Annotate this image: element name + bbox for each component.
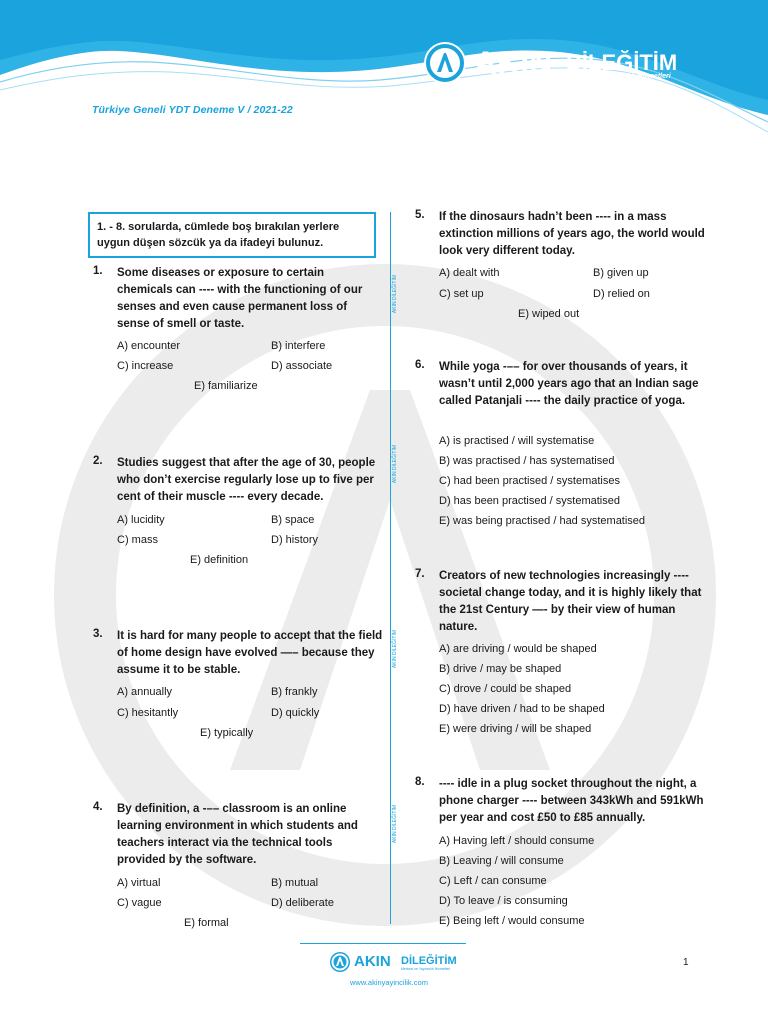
option-b[interactable]: B) was practised / has systematised <box>439 455 615 467</box>
option-a[interactable]: A) dealt with <box>439 267 500 279</box>
question-1 <box>93 265 383 395</box>
question-number: 7. <box>415 568 425 580</box>
footer-divider <box>300 943 466 944</box>
exam-title: Türkiye Geneli YDT Deneme V / 2021-22 <box>92 104 293 116</box>
option-d[interactable]: D) quickly <box>271 707 320 719</box>
option-e[interactable]: E) Being left / would consume <box>439 915 585 927</box>
footer-brand-name: AKIN <box>354 953 391 970</box>
question-text: Studies suggest that after the age of 30, people who don’t exercise regularly lose up to five per cent of their muscle ---- every decade. <box>117 457 376 503</box>
question-5 <box>415 209 715 324</box>
brand-tagline: Merkezi ve Yayıncılık Hizmetleri <box>566 73 671 80</box>
option-d[interactable]: D) relied on <box>593 288 650 300</box>
option-e[interactable]: E) wiped out <box>518 308 580 320</box>
column-divider <box>390 212 391 924</box>
option-d[interactable]: D) associate <box>271 360 333 372</box>
question-number: 8. <box>415 776 425 788</box>
option-c[interactable]: C) vague <box>117 897 162 909</box>
question-number: 1. <box>93 265 103 277</box>
side-mark: AKIN DİLEĞİTİM <box>392 445 398 484</box>
question-text: ---- idle in a plug socket throughout the night, a phone charger ---- between 343kWh and 591kWh per year and cost £50 to £85 annually. <box>439 778 704 824</box>
instructions-box: 1. - 8. sorularda, cümlede boş bırakılan yerlere uygun düşen sözcük ya da ifadeyi bulunuz. <box>88 212 376 258</box>
option-b[interactable]: B) space <box>271 514 315 526</box>
page-number: 1 <box>683 957 689 968</box>
option-e[interactable]: E) formal <box>184 917 229 929</box>
brand-name: AKIN <box>474 45 553 81</box>
option-d[interactable]: D) To leave / is consuming <box>439 895 568 907</box>
option-b[interactable]: B) given up <box>593 267 649 279</box>
option-b[interactable]: B) frankly <box>271 686 318 698</box>
option-a[interactable]: A) encounter <box>117 340 180 352</box>
option-c[interactable]: C) had been practised / systematises <box>439 475 620 487</box>
question-text: While yoga -–– for over thousands of years, it wasn’t until 2,000 years ago that an Indian sage called Patanjali ---- the daily practice of yoga. <box>439 361 699 407</box>
question-number: 2. <box>93 455 103 467</box>
option-a[interactable]: A) lucidity <box>117 514 165 526</box>
option-d[interactable]: D) history <box>271 534 319 546</box>
side-mark: AKIN DİLEĞİTİM <box>392 805 398 844</box>
footer-brand-name-secondary: DİLEĞİTİM <box>401 955 457 967</box>
option-e[interactable]: E) was being practised / had systematised <box>439 515 646 527</box>
option-a[interactable]: A) Having left / should consume <box>439 835 595 847</box>
question-7 <box>415 568 715 743</box>
side-mark: AKIN DİLEĞİTİM <box>392 630 398 669</box>
option-e[interactable]: E) familiarize <box>194 380 258 392</box>
option-b[interactable]: B) Leaving / will consume <box>439 855 564 867</box>
option-c[interactable]: C) mass <box>117 534 158 546</box>
footer-logo <box>330 952 470 976</box>
question-8 <box>415 776 715 936</box>
option-a[interactable]: A) are driving / would be shaped <box>439 643 597 655</box>
option-d[interactable]: D) have driven / had to be shaped <box>439 703 605 715</box>
option-e[interactable]: E) were driving / will be shaped <box>439 723 592 735</box>
brand-name-secondary: DİLEĞİTİM <box>566 50 678 75</box>
option-b[interactable]: B) mutual <box>271 877 319 889</box>
brand-logo <box>424 40 694 96</box>
question-text: If the dinosaurs hadn’t been ---- in a mass extinction millions of years ago, the world would look very different today. <box>439 211 705 257</box>
question-3 <box>93 628 383 748</box>
option-e[interactable]: E) typically <box>200 727 254 739</box>
option-e[interactable]: E) definition <box>190 554 249 566</box>
question-2 <box>93 455 383 575</box>
question-4 <box>93 801 383 931</box>
option-b[interactable]: B) drive / may be shaped <box>439 663 562 675</box>
option-c[interactable]: C) set up <box>439 288 484 300</box>
option-c[interactable]: C) Left / can consume <box>439 875 547 887</box>
option-a[interactable]: A) virtual <box>117 877 161 889</box>
option-a[interactable]: A) annually <box>117 686 173 698</box>
brand-logo-icon <box>424 42 466 84</box>
footer-brand-tagline: Merkezi ve Yayıncılık Hizmetleri <box>401 967 451 971</box>
website-link[interactable]: www.akinyayincilik.com <box>350 978 428 987</box>
question-number: 6. <box>415 359 425 371</box>
option-c[interactable]: C) increase <box>117 360 174 372</box>
option-b[interactable]: B) interfere <box>271 340 326 352</box>
question-number: 3. <box>93 628 103 640</box>
question-text: Some diseases or exposure to certain chemicals can ---- with the functioning of our senses and even cause permanent loss of sense of smell or taste. <box>117 267 363 330</box>
question-text: By definition, a -–– classroom is an online learning environment in which students and teachers interact via the technical tools provided by the software. <box>117 803 358 866</box>
option-c[interactable]: C) hesitantly <box>117 707 179 719</box>
footer-logo-icon <box>330 952 350 972</box>
option-d[interactable]: D) has been practised / systematised <box>439 495 620 507</box>
question-text: It is hard for many people to accept that the field of home design have evolved —– because they assume it to be stable. <box>117 630 383 676</box>
side-mark: AKIN DİLEĞİTİM <box>392 275 398 314</box>
question-text: Creators of new technologies increasingly ---- societal change today, and it is highly likely that the 21st Century —- by their view of human nature. <box>439 570 702 633</box>
option-d[interactable]: D) deliberate <box>271 897 334 909</box>
question-6 <box>415 359 715 534</box>
option-a[interactable]: A) is practised / will systematise <box>439 435 595 447</box>
question-number: 5. <box>415 209 425 221</box>
question-number: 4. <box>93 801 103 813</box>
option-c[interactable]: C) drove / could be shaped <box>439 683 572 695</box>
